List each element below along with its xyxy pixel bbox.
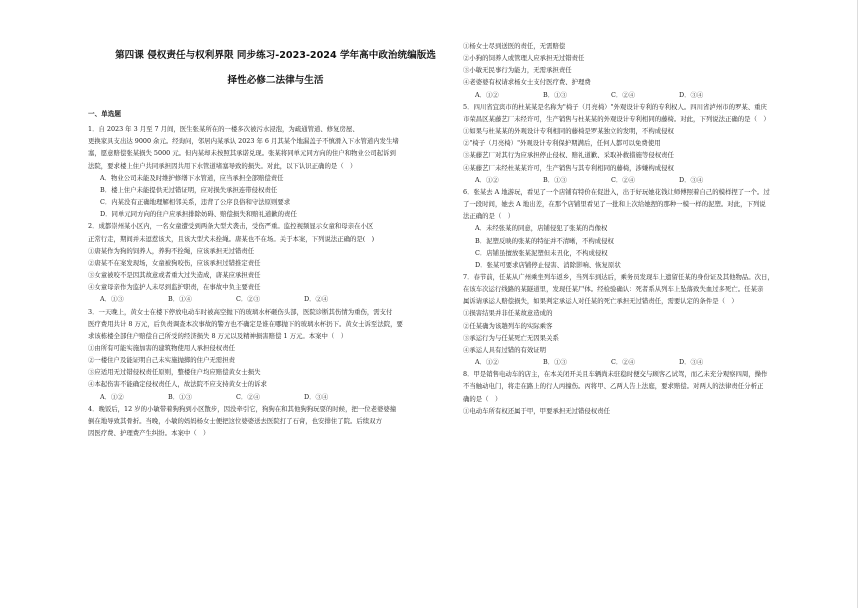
choice-row	[463, 174, 845, 186]
statement: ④女童母亲作为监护人未尽到监护职责，在事故中负主要责任	[88, 283, 261, 292]
statement: ②任某确为该趟列车的实际乘客	[463, 321, 553, 330]
statement: ④某藤艺厂未经杜某某许可，生产销售与其专利相同的藤椅，涉嫌构成侵权	[463, 163, 674, 172]
question-text: 属诉请承运人赔偿损失，如果判定承运人对任某的死亡承担无过错责任，需要认定的条件是（ ）	[463, 297, 738, 306]
question-text: 法院，要求楼上住户共同承担因共用下水管道堵塞导致的损失。对此，以下认识正确的是（ ）	[88, 161, 357, 170]
question-text: 医疗费用共计 8 万元，后负责调查本次事故的警方也不确定是谁在哪抛下的玻璃水杯扔下。黄女士诉至法院，要	[88, 319, 403, 328]
choice-a[interactable]: A．①③	[100, 295, 124, 304]
choice-row	[463, 89, 845, 101]
statement: ②小狗的饲养人或管理人应承担无过错责任	[463, 54, 585, 63]
choice-a[interactable]: A．①②	[100, 392, 124, 401]
right-column	[463, 40, 845, 417]
question-text: 求该栋楼全部住户赔偿自己所受的经济损失 8 万元以及精神损害赔偿 1 万元。本案中（ ）	[88, 331, 348, 340]
question-text: 更换家具支出达 9000 余元。经询问，邻居内某承认 2023 年 6 月其某个地漏盖子不慎滑入下水管道内发生堵	[88, 137, 399, 146]
choice-d[interactable]: D．③④	[679, 358, 704, 367]
option-d[interactable]: D．同单元同方向的住户应承担排除妨碍、赔偿损失和赔礼道歉的责任	[100, 210, 297, 219]
statement: ①损害结果并非任某故意造成的	[463, 309, 553, 318]
statement: ①唐某作为狗的饲养人，养狗不拴绳，应该承担无过错责任	[88, 246, 255, 255]
choice-a[interactable]: A．①②	[475, 90, 499, 99]
option-c[interactable]: C．内某没有正确地理解相邻关系，违背了公序良俗和守法原则要求	[100, 198, 291, 207]
choice-row	[88, 293, 468, 305]
question-6	[463, 186, 845, 271]
option-b[interactable]: B．泥塑反映的张某的特征并不清晰，不构成侵权	[475, 236, 614, 245]
option-c[interactable]: C．店铺虽擅放张某泥塑但未丑化，不构成侵权	[475, 248, 608, 257]
question-text: 在该车次运行线路的某隧道里，发现任某尸体。经检验确认：死者系从列车上坠落致失血过多死亡。任某亲	[463, 285, 764, 294]
question-text: 市荣昌区某藤艺厂未经许可，生产销售与杜某某的外观设计专利相同的藤椅。对此，下列说法正确的是（ ）	[463, 114, 770, 123]
statement: ②唐某不在案发现场，女童被狗咬伤，应该承担过错推定责任	[88, 258, 261, 267]
statement: ③某藤艺厂对其行为应承担停止侵权、赔礼道歉、采取补救措施等侵权责任	[463, 151, 674, 160]
question-text: 确的是（ ）	[463, 394, 502, 403]
question-2	[88, 220, 468, 305]
choice-row	[88, 391, 468, 403]
statement: ①如果与杜某某的外观设计专利相同的藤椅是罗某独立的发明，不构成侵权	[463, 127, 674, 136]
choice-d[interactable]: D．③④	[679, 90, 704, 99]
statement: ①由所有可能实施加害的建筑物使用人承担侵权责任	[88, 343, 235, 352]
question-text: 8．甲是销售电动车的店主，在本关闭开关且车辆尚未驻稳时便交与顾客乙试驾，而乙未充分观察四周，操作	[463, 370, 768, 379]
question-8	[463, 368, 845, 417]
statement: ④本起伤害不能确定侵权责任人，故法院不应支持黄女士的诉求	[88, 380, 267, 389]
option-a[interactable]: A．未经张某的同意，店铺侵犯了张某的肖像权	[475, 224, 608, 233]
title-line-2: 择性必修二法律与生活	[227, 75, 324, 86]
choice-c[interactable]: C．②④	[236, 392, 261, 401]
choice-b[interactable]: B．①④	[168, 295, 192, 304]
statement: ②一楼住户及能证明自己未实施抛掷的住户无需担责	[88, 356, 235, 365]
choice-c[interactable]: C．②④	[611, 175, 636, 184]
option-a[interactable]: A．物业公司未能及时维护修缮下水管道，应当承担全部赔偿责任	[100, 173, 284, 182]
question-text: 正常行走，期间并未逗惹该犬，且该大型犬未拴绳。唐某也不在场。关于本案，下列说法正确的是( )	[88, 234, 375, 243]
question-1	[88, 123, 468, 220]
statement: ③女童被咬不是因其故意或者重大过失造成，唐某应承担责任	[88, 271, 261, 280]
choice-a[interactable]: A．①②	[475, 175, 499, 184]
statement: ②"椅子（月亮椅）"外观设计专利保护期满后，任何人都可以免费使用	[463, 139, 661, 148]
choice-c[interactable]: C．②④	[611, 90, 636, 99]
question-text: 因医疗费、护理费产生纠纷。本案中（ ）	[88, 429, 210, 438]
choice-b[interactable]: B．①③	[543, 358, 567, 367]
choice-d[interactable]: D．③④	[304, 392, 329, 401]
statement: ③小敏无民事行为能力，无需承担责任	[463, 66, 572, 75]
statement: ③应适用无过错侵权责任原则，整楼住户均应赔偿黄女士损失	[88, 368, 261, 377]
left-column	[88, 108, 468, 439]
question-text: 塞，愿意赔偿张某损失 5000 元。但内某却未按照其承诺兑现。张某将同单元同方向的住户和物业公司起诉到	[88, 149, 396, 158]
choice-b[interactable]: B．①③	[543, 175, 567, 184]
choice-b[interactable]: B．①③	[168, 392, 192, 401]
choice-b[interactable]: B．①③	[543, 90, 567, 99]
question-text: 了一段时间，她去 A 地出差，在那个店铺里看见了一批和上次给她捏的那种一模一样的泥塑。对此，下列说	[463, 200, 766, 209]
question-7	[463, 271, 845, 368]
question-text: 4．晚饭后，12 岁的小敏带着狗狗到小区散步，因没牵引它，狗狗在和其他狗狗玩耍的时候，把一位老婆婆撞	[88, 404, 397, 413]
choice-d[interactable]: D．③④	[679, 175, 704, 184]
question-4-continued	[463, 40, 845, 101]
statement: ①电动车所有权还属于甲，甲要承担无过错侵权责任	[463, 406, 610, 415]
question-text: 2．成都崇州某小区内，一名女童遭受到两条大型犬袭击，受伤严重。监控视频显示女童和母亲在小区	[88, 222, 374, 231]
question-4	[88, 403, 468, 439]
question-text: 3．一天晚上，黄女士在楼下停放电动车时被高空抛下的玻璃水杯砸伤头部，医院诊断其伤情为重伤，需支付	[88, 307, 393, 316]
question-5	[463, 101, 845, 186]
option-d[interactable]: D．张某可要求店铺停止侵害、消除影响、恢复原状	[475, 260, 621, 269]
choice-a[interactable]: A．①②	[475, 358, 499, 367]
question-text: 1．自 2023 年 3 月至 7 月间，医生张某所在的一楼多次被污水浸泡，为疏通管道、修复房屋、	[88, 125, 359, 134]
statement: ④老婆婆有权请求杨女士支付医疗费、护理费	[463, 78, 591, 87]
choice-c[interactable]: C．②④	[611, 358, 636, 367]
question-text: 不当触动电门，将走在路上的行人丙撞伤。丙将甲、乙两人告上法庭，要求赔偿。对两人的法律责任分析正	[463, 382, 764, 391]
page-edge	[857, 0, 858, 608]
document-title	[88, 42, 463, 94]
question-3	[88, 306, 468, 403]
statement: ①杨女士尽到送医的责任，无需赔偿	[463, 42, 566, 50]
question-text: 倒在地导致其骨折。当晚，小敏的妈妈杨女士便把这位婆婆送去医院打了石膏，也安排住了院。后续双方	[88, 416, 382, 425]
question-text: 6．张某去 A 地游玩，看见了一个店铺有特价在促进入，出于好玩她花钱让师傅照着自己的模样捏了一个。过	[463, 187, 770, 196]
choice-c[interactable]: C．②③	[236, 295, 261, 304]
statement: ④承运人具有过错的有效证明	[463, 345, 547, 354]
question-text: 7．春节前，任某从广州乘坐列车返乡，当列车到达后，乘务员发现车上遗留任某的身份证及其他物品。次日，	[463, 272, 774, 281]
statement: ③承运行为与任某死亡无因果关系	[463, 333, 559, 342]
title-line-1: 第四课 侵权责任与权利界限 同步练习-2023-2024 学年高中政治统编版选	[115, 50, 436, 61]
question-text: 法正确的是（ ）	[463, 212, 515, 221]
choice-d[interactable]: D．②④	[304, 295, 329, 304]
choice-row	[463, 356, 845, 368]
option-b[interactable]: B．楼上住户未能提供无过错证明，应对损失承担连带侵权责任	[100, 185, 278, 194]
question-text: 5．四川省宜宾市的杜某某是名称为"椅子（月亮椅）"外观设计专利的专利权人。四川省泸州市的罗某、重庆	[463, 102, 767, 111]
section-heading: 一、单选题	[88, 110, 121, 118]
